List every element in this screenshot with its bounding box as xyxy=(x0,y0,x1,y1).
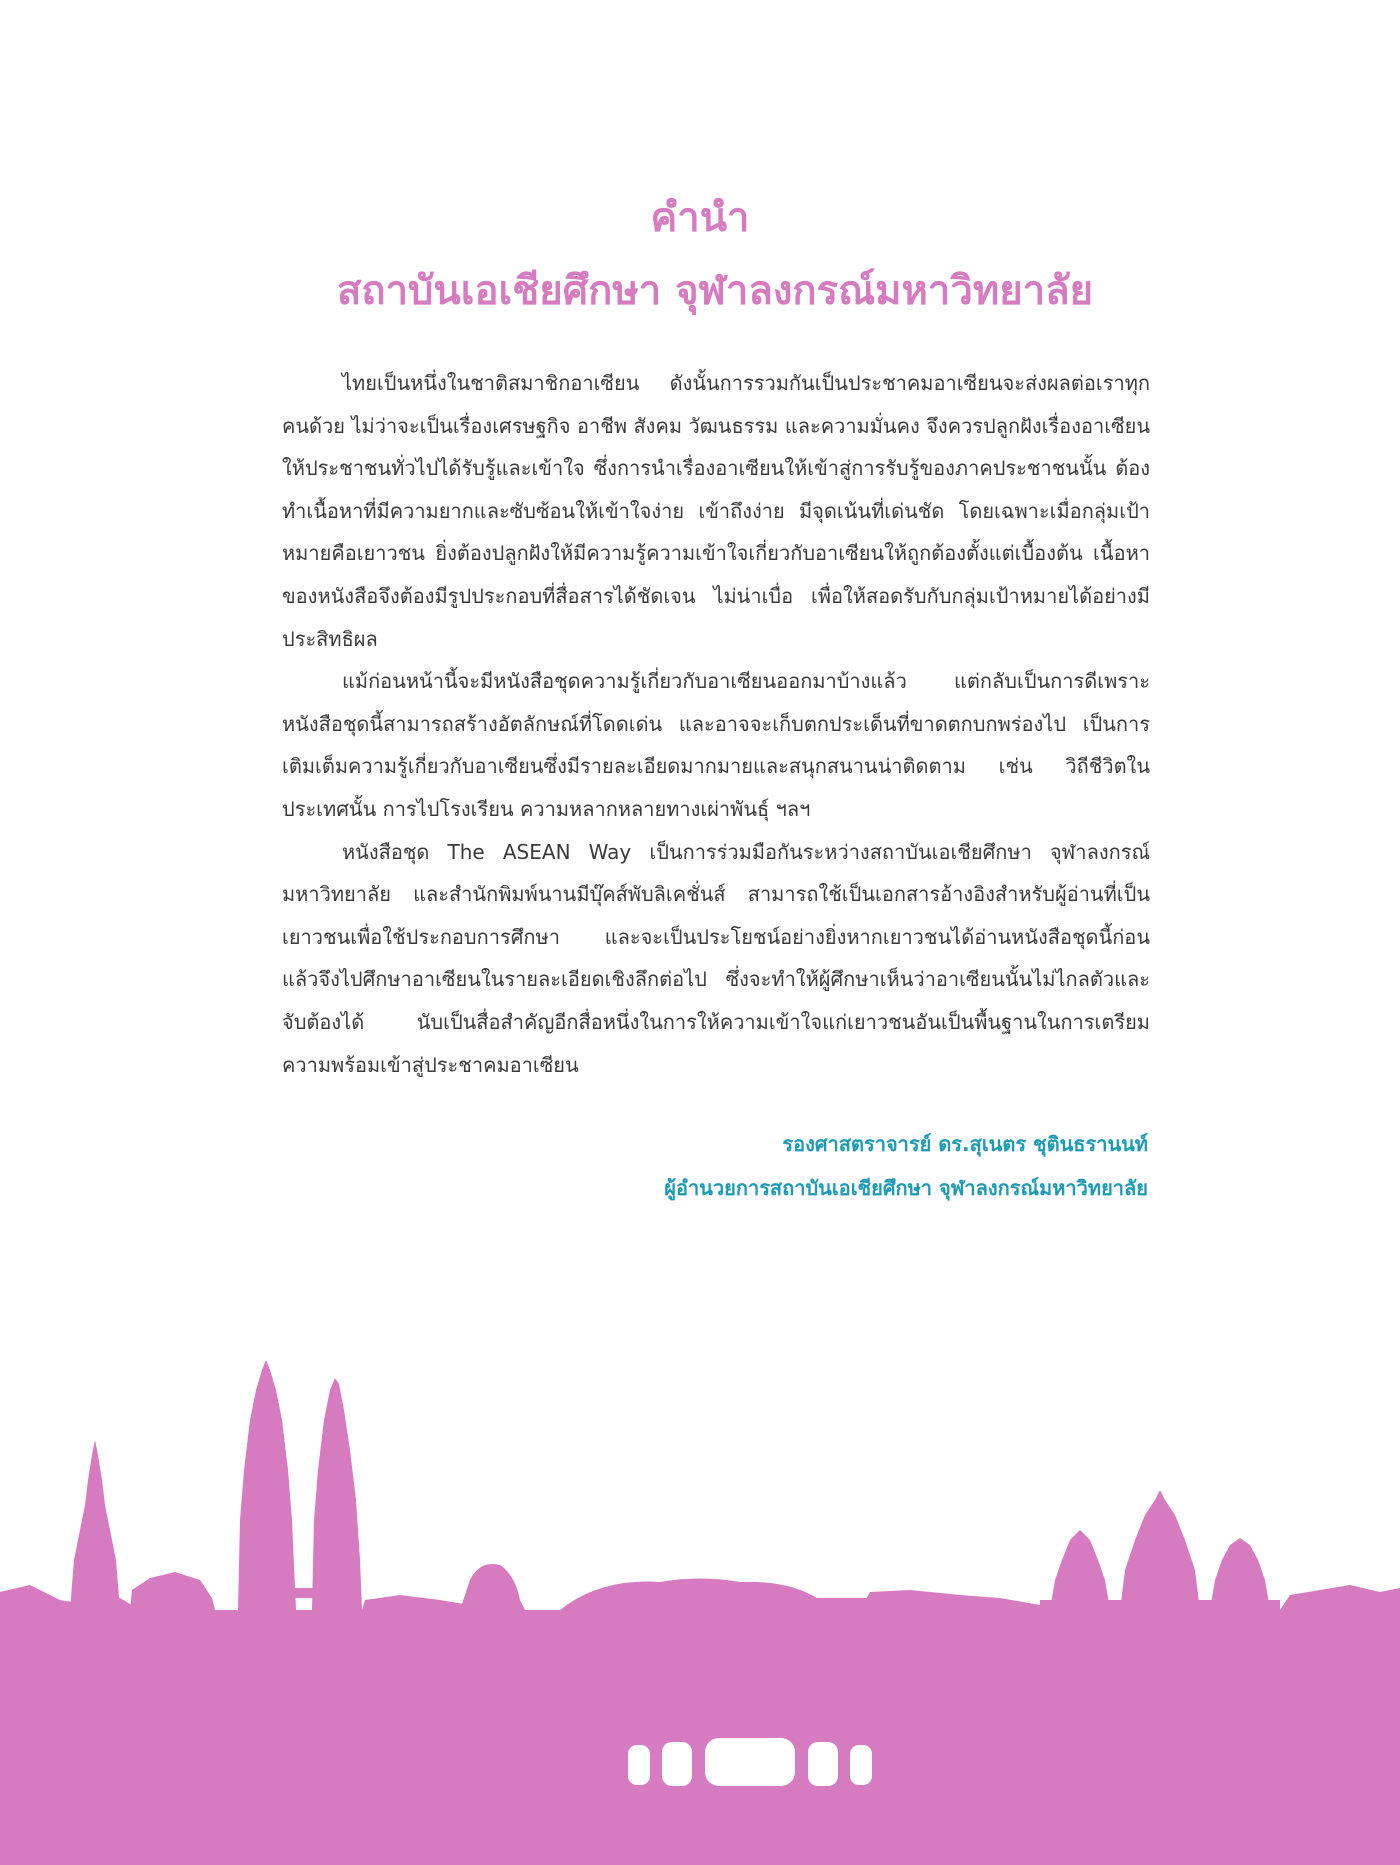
paragraph-1: ไทยเป็นหนึ่งในชาติสมาชิกอาเซียน ดังนั้นการรวมกันเป็นประชาคมอาเซียนจะส่งผลต่อเราทุกคนด้วย ไม่ว่าจะเป็นเรื่องเศรษฐกิจ อาชีพ สังคม วัฒนธรรม และความมั่นคง จึงควรปลูกฝังเรื่องอาเซียนให้ประชาชนทั่วไปได้รับรู้และเข้าใจ ซึ่งการนำเรื่องอาเซียนให้เข้าสู่การรับรู้ของภาคประชาชนนั้น ต้องทำเนื้อหาที่มีความยากและซับซ้อนให้เข้าใจง่าย เข้าถึงง่าย มีจุดเน้นที่เด่นชัด โดยเฉพาะเมื่อกลุ่มเป้าหมายคือเยาวชน ยิ่งต้องปลูกฝังให้มีความรู้ความเข้าใจเกี่ยวกับอาเซียนให้ถูกต้องตั้งแต่เบื้องต้น เนื้อหาของหนังสือจึงต้องมีรูปประกอบที่สื่อสารได้ชัดเจน ไม่น่าเบื่อ เพื่อให้สอดรับกับกลุ่มเป้าหมายได้อย่างมีประสิทธิผล xyxy=(282,371,1150,651)
page-subtitle: สถาบันเอเชียศึกษา จุฬาลงกรณ์มหาวิทยาลัย xyxy=(336,268,1094,314)
signature-position: ผู้อำนวยการสถาบันเอเชียศึกษา จุฬาลงกรณ์มหาวิทยาลัย xyxy=(664,1176,1148,1200)
foreword-body xyxy=(282,362,1150,1086)
paragraph-2: แม้ก่อนหน้านี้จะมีหนังสือชุดความรู้เกี่ยวกับอาเซียนออกมาบ้างแล้ว แต่กลับเป็นการดีเพราะหนังสือชุดนี้สามารถสร้างอัตลักษณ์ที่โดดเด่น และอาจจะเก็บตกประเด็นที่ขาดตกบกพร่องไป เป็นการเติมเต็มความรู้เกี่ยวกับอาเซียนซึ่งมีรายละเอียดมากมายและสนุกสนานน่าติดตาม เช่น วิถีชีวิตในประเทศนั้น การไปโรงเรียน ความหลากหลายทางเผ่าพันธุ์ ฯลฯ xyxy=(282,669,1150,821)
paragraph-3: หนังสือชุด The ASEAN Way เป็นการร่วมมือกันระหว่างสถาบันเอเชียศึกษา จุฬาลงกรณ์มหาวิทยาลัย และสำนักพิมพ์นานมีบุ๊คส์พับลิเคชั่นส์ สามารถใช้เป็นเอกสารอ้างอิงสำหรับผู้อ่านที่เป็นเยาวชนเพื่อใช้ประกอบการศึกษา และจะเป็นประโยชน์อย่างยิ่งหากเยาวชนได้อ่านหนังสือชุดนี้ก่อน แล้วจึงไปศึกษาอาเซียนในรายละเอียดเชิงลึกต่อไป ซึ่งจะทำให้ผู้ศึกษาเห็นว่าอาเซียนนั้นไม่ไกลตัวและจับต้องได้ นับเป็นสื่อสำคัญอีกสื่อหนึ่งในการให้ความเข้าใจแก่เยาวชนอันเป็นพื้นฐานในการเตรียมความพร้อมเข้าสู่ประชาคมอาเซียน xyxy=(282,839,1150,1077)
asean-skyline-illustration xyxy=(0,1340,1400,1865)
signature-name: รองศาสตราจารย์ ดร.สุเนตร ชุตินธรานนท์ xyxy=(782,1132,1148,1156)
page-title: คำนำ xyxy=(650,195,750,241)
